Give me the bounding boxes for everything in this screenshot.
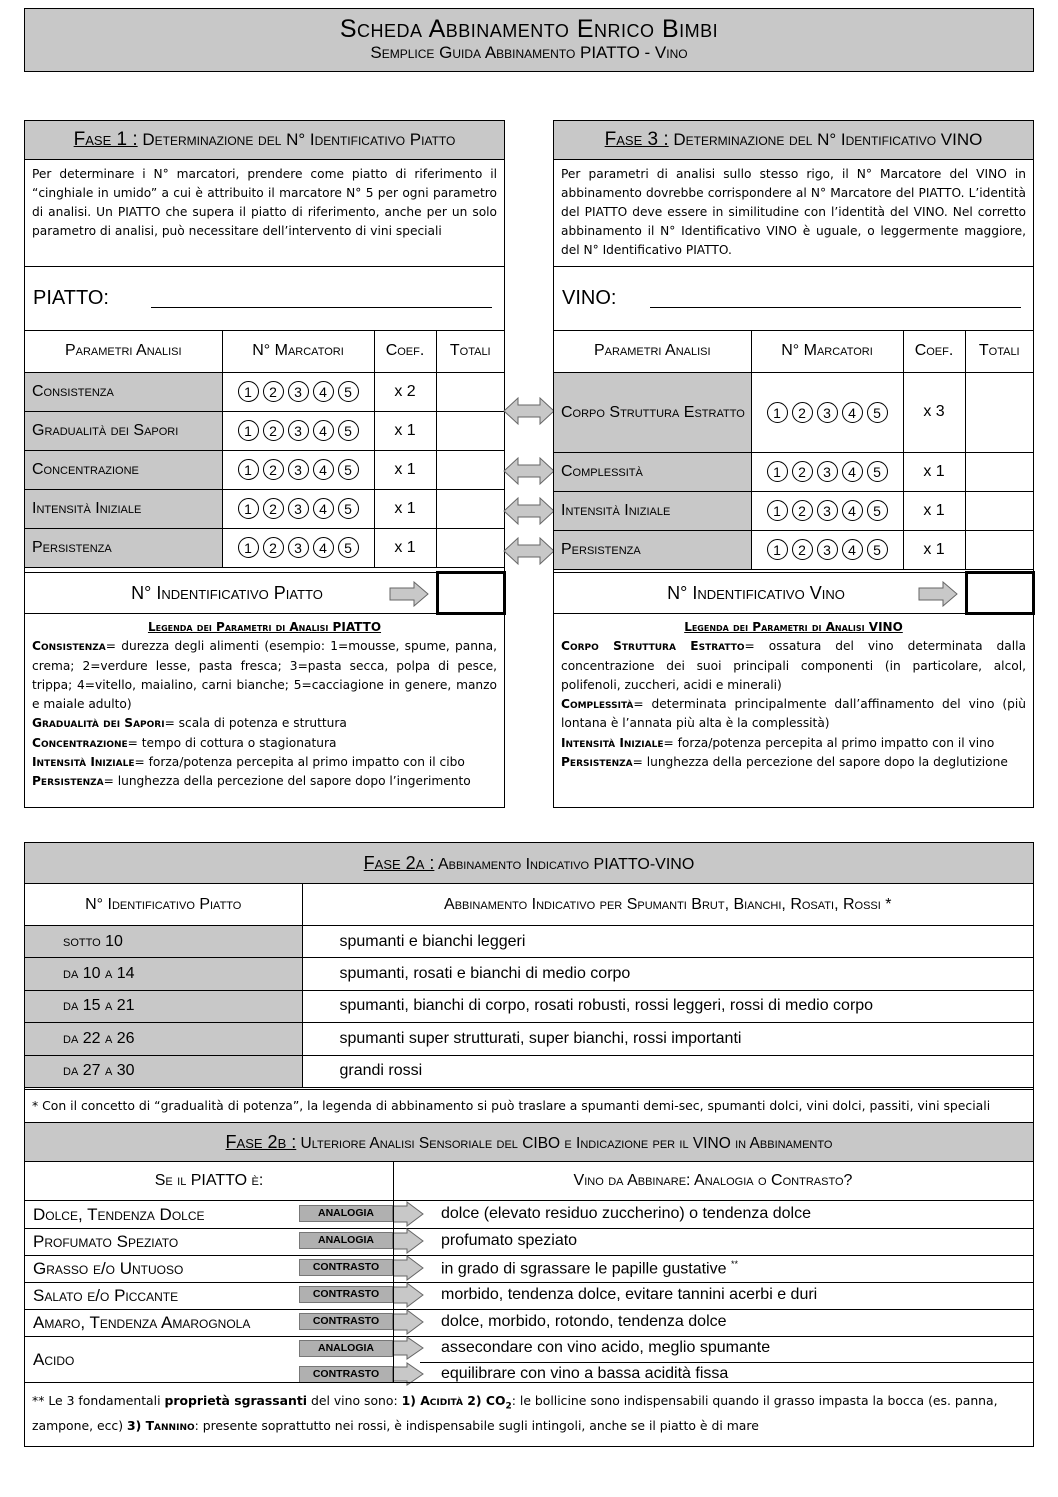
page-title: Scheda Abbinamento Enrico Bimbi — [339, 15, 719, 43]
marker-circles — [222, 528, 374, 567]
legend-item: Intensità Iniziale= forza/potenza percepita al primo impatto con il cibo — [32, 755, 465, 770]
fase2b-note: ** Le 3 fondamentali proprietà sgrassanti del vino sono: 1) Acidità 2) $CO_2$: le bollicine sono indispensabili quando il grasso impasta la bocca (es. panna, zampone, ecc) 3) Tannino: presente soprattutto nei rossi, è indispensabile sugli intingoli, anche se il piatto è di mare — [25, 1382, 1033, 1444]
total-cell[interactable] — [436, 528, 504, 567]
marker-option[interactable]: 4 — [842, 402, 863, 423]
table-row — [25, 489, 504, 528]
param-name: Persistenza — [554, 530, 751, 569]
dish-label: Grasso e/o Untuoso — [33, 1259, 184, 1278]
coef-value: x 1 — [374, 528, 436, 567]
legend-item: Corpo Struttura Estratto= ossatura del vino determinata dalla concentrazione dei suoi principali componenti (in particolare, alcol, polifenoli, zuccheri, acidi e minerali) — [561, 639, 1026, 692]
vino-ident-box[interactable] — [965, 571, 1035, 615]
marker-option[interactable]: 5 — [338, 537, 359, 558]
fase1-description: Per determinare i N° marcatori, prendere come piatto di riferimento il “cinghiale in umido” a cui è attribuito il marcatore N° 5 per ogni parametro di analisi. Un PIATTO che supera il piatto di riferimento, anche per un solo parametro di analisi, può necessitare dell’intervento di vini speciali — [25, 159, 504, 267]
fase2b-row — [25, 1255, 1033, 1282]
row-divider — [420, 1362, 1033, 1363]
legend-item: Persistenza= lunghezza della percezione del sapore dopo la deglutizione — [561, 755, 1008, 770]
marker-option[interactable]: 3 — [288, 498, 309, 519]
arrow-right-icon — [393, 1336, 425, 1360]
coef-value: x 2 — [374, 372, 436, 411]
marker-option[interactable]: 1 — [238, 498, 259, 519]
marker-option[interactable]: 5 — [338, 420, 359, 441]
marker-option[interactable]: 3 — [288, 420, 309, 441]
marker-option[interactable]: 3 — [288, 381, 309, 402]
marker-option[interactable]: 1 — [767, 402, 788, 423]
fase2b-row — [25, 1201, 1033, 1228]
coef-value: x 3 — [903, 372, 965, 452]
coef-value: x 1 — [374, 411, 436, 450]
column-divider — [393, 1161, 394, 1382]
fase3-title: Fase 3 : Determinazione del N° Identificativo VINO — [554, 121, 1033, 160]
total-cell[interactable] — [436, 411, 504, 450]
param-name: Gradualità dei Sapori — [25, 411, 222, 450]
double-arrow-icon — [503, 396, 555, 426]
coef-value: x 1 — [374, 489, 436, 528]
marker-option[interactable]: 5 — [338, 381, 359, 402]
fase1-title: Fase 1 : Determinazione del N° Identificativo Piatto — [25, 121, 504, 160]
marker-option[interactable]: 1 — [238, 420, 259, 441]
table-row — [554, 530, 1033, 569]
piatto-name-label: PIATTO: — [33, 287, 109, 309]
total-cell[interactable] — [965, 530, 1033, 569]
marker-option[interactable]: 2 — [263, 537, 284, 558]
col-header-totals: Totali — [436, 331, 504, 372]
page-subtitle: Semplice Guida Abbinamento PIATTO - Vino — [370, 43, 688, 62]
total-cell[interactable] — [965, 372, 1033, 452]
fase2b-title: Fase 2b : Ulteriore Analisi Sensoriale del CIBO e Indicazione per il VINO in Abbinamento — [25, 1123, 1033, 1162]
range-cell: da 27 a 30 — [25, 1055, 302, 1087]
arrow-right-icon — [918, 581, 958, 607]
coef-value: x 1 — [374, 450, 436, 489]
marker-option[interactable]: 1 — [767, 461, 788, 482]
piatto-ident-label: N° Indentificativo Piatto — [131, 583, 323, 603]
col-header-params: Parametri Analisi — [554, 331, 751, 372]
legend-item: Consistenza= durezza degli alimenti (esempio: 1=mousse, spume, panna, crema; 2=verdure lesse, pasta fresca; 3=pasta secca, polpa di pesce, trippa; 4=vitello, maialino, carni bianche; 5=cacciagione in genere, manzo e maiale adulto) — [32, 639, 497, 712]
wine-cell: spumanti e bianchi leggeri — [302, 926, 1033, 958]
col-header-totals: Totali — [965, 331, 1033, 372]
range-cell: da 22 a 26 — [25, 1023, 302, 1055]
marker-option[interactable]: 5 — [867, 500, 888, 521]
piatto-name-field[interactable] — [151, 307, 492, 308]
fase2b-row-acid — [25, 1336, 1033, 1382]
marker-circles — [222, 489, 374, 528]
analogia-tag: ANALOGIA — [299, 1232, 393, 1249]
fase2a-note: * Con il concetto di “gradualità di potenza”, la legenda di abbinamento si può traslare a spumanti demi-sec, spumanti dolci, vini dolci, passiti, vini speciali — [25, 1089, 1033, 1123]
legend-item: Intensità Iniziale= forza/potenza percepita al primo impatto con il vino — [561, 735, 995, 750]
table-row — [25, 990, 1033, 1022]
marker-option[interactable]: 2 — [792, 539, 813, 560]
legend-item: Concentrazione= tempo di cottura o stagionatura — [32, 735, 337, 750]
vino-name-field[interactable] — [650, 307, 1021, 308]
param-name: Concentrazione — [25, 450, 222, 489]
marker-option[interactable]: 5 — [338, 498, 359, 519]
marker-option[interactable]: 2 — [263, 459, 284, 480]
marker-option[interactable]: 2 — [263, 498, 284, 519]
wine-suggestion: dolce, morbido, rotondo, tendenza dolce — [441, 1313, 727, 1330]
analogia-tag: ANALOGIA — [299, 1205, 393, 1222]
marker-option[interactable]: 3 — [288, 459, 309, 480]
contrasto-tag: CONTRASTO — [299, 1286, 393, 1303]
marker-circles — [751, 372, 903, 452]
dish-label: Acido — [33, 1350, 75, 1369]
col-header-coef: Coef. — [903, 331, 965, 372]
wine-cell: spumanti, bianchi di corpo, rosati robusti, rossi leggeri, rossi di medio corpo — [302, 990, 1033, 1022]
fase1-params-table — [25, 331, 504, 568]
wine-suggestion: profumato speziato — [441, 1232, 578, 1249]
marker-circles — [751, 452, 903, 491]
piatto-name-row — [25, 267, 504, 331]
marker-option[interactable]: 1 — [767, 539, 788, 560]
marker-circles — [222, 411, 374, 450]
total-cell[interactable] — [965, 491, 1033, 530]
contrasto-tag: CONTRASTO — [299, 1259, 393, 1276]
fase3-description: Per parametri di analisi sullo stesso rigo, il N° Marcatore del VINO in abbinamento dovrebbe corrispondere al N° Marcatore del PIATTO. L’identità del PIATTO deve essere in similitudine con l’identità del VINO. Nel corretto abbinamento il N° Identificativo VINO è uguale, o leggermente maggiore, del N° Identificativo PIATTO. — [554, 159, 1033, 267]
fase2-section — [24, 842, 1034, 1447]
marker-option[interactable]: 4 — [313, 537, 334, 558]
marker-option[interactable]: 2 — [263, 420, 284, 441]
wine-suggestion: assecondare con vino acido, meglio spumante — [441, 1339, 771, 1356]
col-header-ident: N° Identificativo Piatto — [25, 884, 302, 926]
table-row — [25, 1055, 1033, 1087]
marker-option[interactable]: 4 — [313, 498, 334, 519]
fase2a-title: Fase 2a : Abbinamento Indicativo PIATTO-VINO — [25, 843, 1033, 884]
marker-option[interactable]: 4 — [313, 420, 334, 441]
double-arrow-icon — [503, 536, 555, 566]
table-row — [25, 958, 1033, 990]
wine-suggestion: in grado di sgrassare le papille gustative ** — [441, 1259, 738, 1278]
dish-label: Amaro, Tendenza Amarognola — [33, 1313, 251, 1332]
total-cell[interactable] — [436, 450, 504, 489]
marker-option[interactable]: 1 — [238, 381, 259, 402]
coef-value: x 1 — [903, 452, 965, 491]
wine-suggestion: morbido, tendenza dolce, evitare tannini acerbi e duri — [441, 1286, 818, 1303]
fase2a-table — [25, 883, 1033, 1088]
wine-cell: spumanti, rosati e bianchi di medio corpo — [302, 958, 1033, 990]
col-header-markers: N° Marcatori — [222, 331, 374, 372]
marker-option[interactable]: 5 — [867, 539, 888, 560]
marker-option[interactable]: 3 — [817, 461, 838, 482]
marker-option[interactable]: 5 — [338, 459, 359, 480]
legend-item: Gradualità dei Sapori= scala di potenza e struttura — [32, 716, 347, 731]
marker-option[interactable]: 1 — [238, 537, 259, 558]
fase3-legend — [554, 614, 1033, 776]
marker-option[interactable]: 3 — [817, 539, 838, 560]
contrasto-tag: CONTRASTO — [299, 1313, 393, 1330]
marker-option[interactable]: 2 — [792, 402, 813, 423]
marker-option[interactable]: 4 — [842, 461, 863, 482]
arrow-right-icon — [393, 1255, 425, 1281]
table-row — [25, 528, 504, 567]
col-header-coef: Coef. — [374, 331, 436, 372]
marker-option[interactable]: 2 — [792, 500, 813, 521]
arrow-right-icon — [393, 1201, 425, 1227]
col-header-params: Parametri Analisi — [25, 331, 222, 372]
marker-option[interactable]: 4 — [842, 539, 863, 560]
fase2b-row — [25, 1309, 1033, 1336]
vino-ident-label: N° Indentificativo Vino — [667, 583, 845, 603]
param-name: Consistenza — [25, 372, 222, 411]
contrasto-tag: CONTRASTO — [299, 1366, 393, 1383]
double-arrow-icon — [503, 496, 555, 526]
legend-title: Legenda dei Parametri di Analisi PIATTO — [147, 620, 382, 634]
dish-label: Salato e/o Piccante — [33, 1286, 179, 1305]
dish-label: Profumato Speziato — [33, 1232, 179, 1251]
wine-suggestion: dolce (elevato residuo zuccherino) o tendenza dolce — [441, 1205, 812, 1222]
range-cell: da 15 a 21 — [25, 990, 302, 1022]
arrow-right-icon — [393, 1228, 425, 1254]
wine-suggestion: equilibrare con vino a bassa acidità fissa — [441, 1365, 729, 1382]
vino-name-row — [554, 267, 1033, 331]
col-header-vino: Vino da Abbinare: Analogia o Contrasto? — [573, 1172, 853, 1189]
param-name: Persistenza — [25, 528, 222, 567]
table-row — [554, 491, 1033, 530]
page-header — [24, 8, 1034, 72]
piatto-ident-row — [25, 572, 504, 614]
marker-option[interactable]: 4 — [842, 500, 863, 521]
param-name: Corpo Struttura Estratto — [554, 372, 751, 452]
marker-option[interactable]: 4 — [313, 381, 334, 402]
fase2b-row — [25, 1282, 1033, 1309]
total-cell[interactable] — [965, 452, 1033, 491]
marker-option[interactable]: 2 — [792, 461, 813, 482]
marker-option[interactable]: 2 — [263, 381, 284, 402]
param-name: Intensità Iniziale — [25, 489, 222, 528]
marker-option[interactable]: 3 — [817, 402, 838, 423]
marker-option[interactable]: 3 — [288, 537, 309, 558]
wine-cell: spumanti super strutturati, super bianchi, rossi importanti — [302, 1023, 1033, 1055]
piatto-ident-box[interactable] — [436, 571, 506, 615]
arrow-right-icon — [393, 1309, 425, 1335]
analogia-tag: ANALOGIA — [299, 1340, 393, 1357]
vino-ident-row — [554, 572, 1033, 614]
fase3-params-table — [554, 331, 1033, 570]
coef-value: x 1 — [903, 491, 965, 530]
legend-item: Complessità= determinata principalmente dall’affinamento del vino (più lontana è l’annata più alta è la complessità) — [561, 697, 1026, 731]
table-row — [554, 452, 1033, 491]
fase3-panel — [553, 120, 1034, 808]
fase2b-header — [25, 1161, 1033, 1201]
marker-circles — [222, 450, 374, 489]
param-name: Complessità — [554, 452, 751, 491]
table-row — [25, 411, 504, 450]
param-name: Intensità Iniziale — [554, 491, 751, 530]
wine-cell: grandi rossi — [302, 1055, 1033, 1087]
dish-label: Dolce, Tendenza Dolce — [33, 1205, 205, 1224]
total-cell[interactable] — [436, 489, 504, 528]
fase2b-row — [25, 1228, 1033, 1255]
coef-value: x 1 — [903, 530, 965, 569]
fase1-panel — [24, 120, 505, 808]
legend-item: Persistenza= lunghezza della percezione del sapore dopo l’ingerimento — [32, 774, 471, 789]
marker-option[interactable]: 4 — [313, 459, 334, 480]
col-header-piatto: Se il PIATTO è: — [154, 1172, 264, 1189]
marker-option[interactable]: 3 — [817, 500, 838, 521]
total-cell[interactable] — [436, 372, 504, 411]
marker-option[interactable]: 5 — [867, 461, 888, 482]
table-row — [25, 1023, 1033, 1055]
range-cell: da 10 a 14 — [25, 958, 302, 990]
double-arrow-icon — [503, 456, 555, 486]
arrow-right-icon — [393, 1282, 425, 1308]
table-row — [554, 372, 1033, 452]
col-header-abbinamento: Abbinamento Indicativo per Spumanti Brut, Bianchi, Rosati, Rossi * — [302, 884, 1033, 926]
arrow-right-icon — [389, 581, 429, 607]
marker-option[interactable]: 5 — [867, 402, 888, 423]
table-row — [25, 372, 504, 411]
table-row — [25, 926, 1033, 958]
marker-option[interactable]: 1 — [238, 459, 259, 480]
marker-circles — [222, 372, 374, 411]
fase1-legend — [25, 614, 504, 796]
range-cell: sotto 10 — [25, 926, 302, 958]
vino-name-label: VINO: — [562, 287, 617, 309]
legend-title: Legenda dei Parametri di Analisi VINO — [684, 620, 903, 634]
marker-circles — [751, 491, 903, 530]
marker-circles — [751, 530, 903, 569]
col-header-markers: N° Marcatori — [751, 331, 903, 372]
table-row — [25, 450, 504, 489]
marker-option[interactable]: 1 — [767, 500, 788, 521]
